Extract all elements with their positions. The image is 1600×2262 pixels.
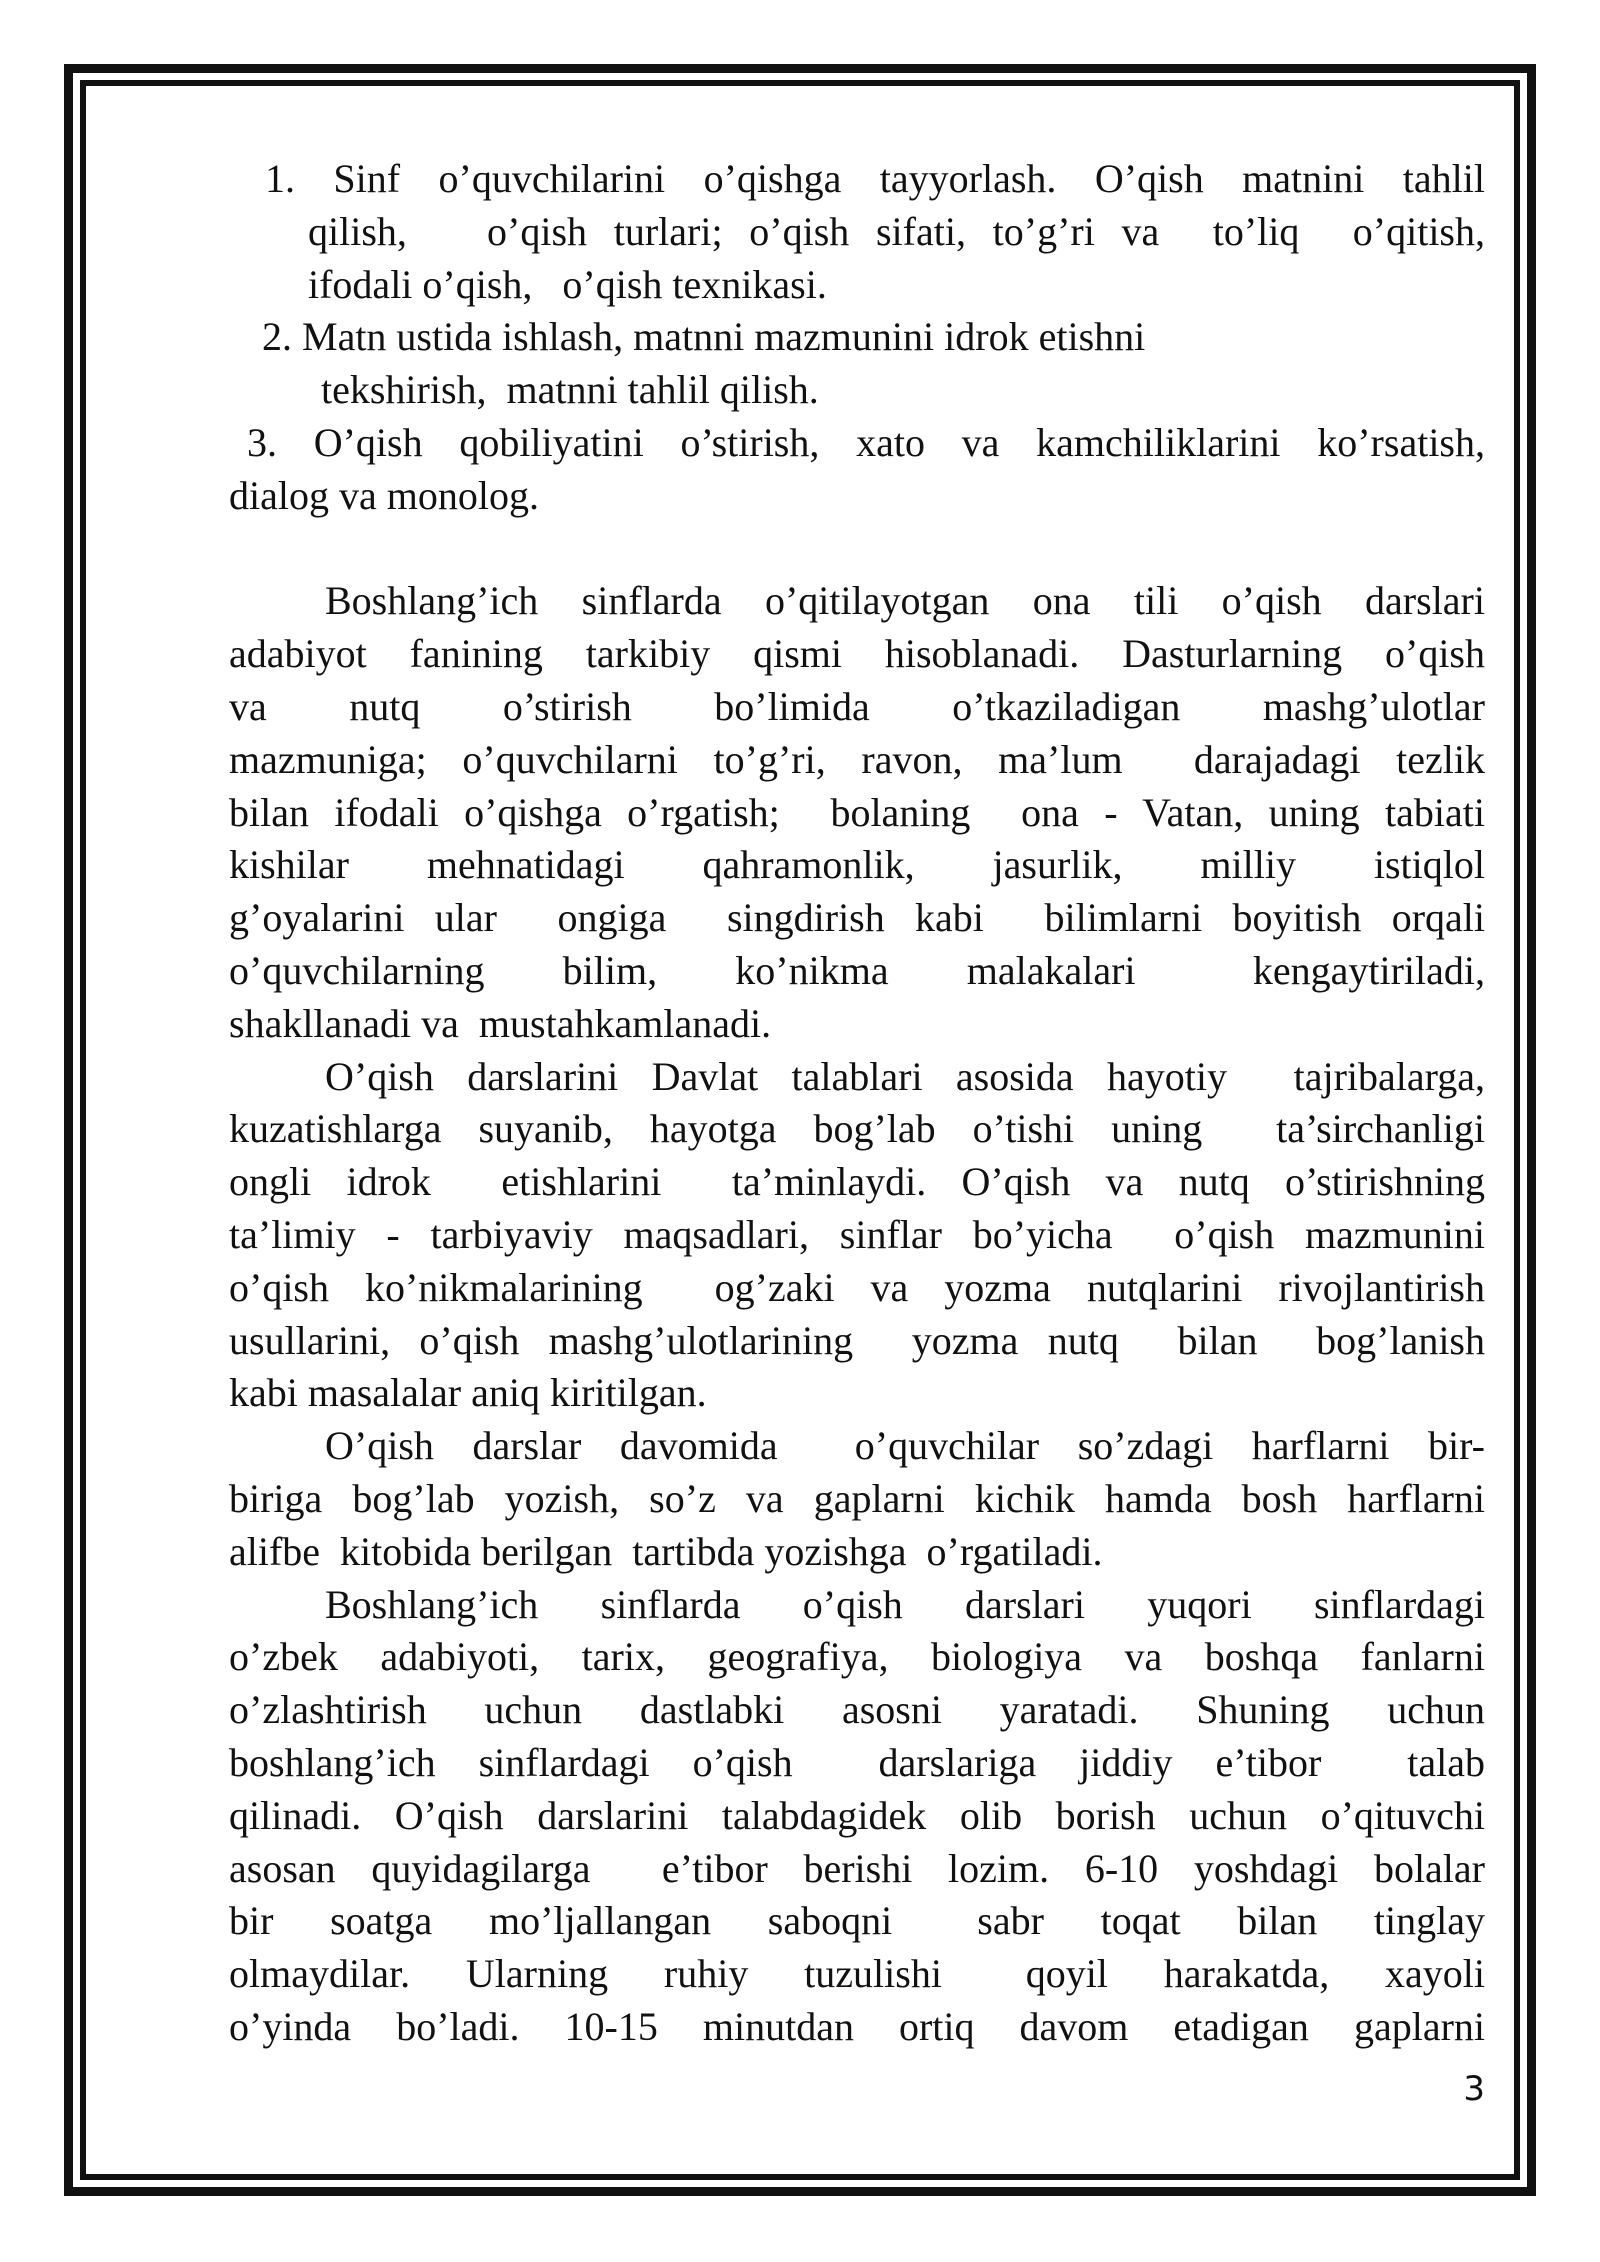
text-line: o’qish ko’nikmalarining og’zaki va yozma nutqlarini rivojlantirish <box>229 1264 1485 1310</box>
text-line: o’zbek adabiyoti, tarix, geografiya, biologiya va boshqa fanlarni <box>229 1634 1485 1680</box>
page-content <box>229 153 1485 2054</box>
text-line: kabi masalalar aniq kiritilgan. <box>229 1370 707 1416</box>
text-line: o’yinda bo’ladi. 10-15 minutdan ortiq davom etadigan gaplarni <box>229 2003 1485 2049</box>
text-line: olmaydilar. Ularning ruhiy tuzulishi qoyil harakatda, xayoli <box>229 1951 1485 1997</box>
text-line: ifodali o’qish, o’qish texnikasi. <box>308 261 827 307</box>
text-line: ongli idrok etishlarini ta’minlaydi. O’qish va nutq o’stirishning <box>229 1159 1485 1205</box>
text-line: 1. Sinf o’quvchilarini o’qishga tayyorlash. O’qish matnini tahlil <box>265 156 1485 201</box>
text-line: Boshlang’ich sinflarda o’qitilayotgan ona tili o’qish darslari <box>325 578 1485 624</box>
paragraph-4 <box>229 1579 1485 2054</box>
text-line: qilish, o’qish turlari; o’qish sifati, to’g’ri va to’liq o’qitish, <box>308 208 1485 254</box>
paragraph-1 <box>229 575 1485 1050</box>
text-line: o’quvchilarning bilim, ko’nikma malakalari kengaytiriladi, <box>229 947 1485 993</box>
text-line: biriga bog’lab yozish, so’z va gaplarni kichik hamda bosh harflarni <box>229 1475 1485 1521</box>
text-line: shakllanadi va mustahkamlanadi. <box>229 1000 772 1046</box>
text-line: tekshirish, matnni tahlil qilish. <box>321 367 819 413</box>
text-line: adabiyot fanining tarkibiy qismi hisoblanadi. Dasturlarning o’qish <box>229 631 1485 677</box>
paragraph-spacer <box>229 523 1485 576</box>
text-line: mazmuniga; o’quvchilarni to’g’ri, ravon, ma’lum darajadagi tezlik <box>229 736 1485 782</box>
text-line: g’oyalarini ular ongiga singdirish kabi bilimlarni boyitish orqali <box>229 895 1485 941</box>
text-line: 2. Matn ustida ishlash, matnni mazmunini idrok etishni <box>262 314 1146 360</box>
text-line: va nutq o’stirish bo’limida o’tkaziladigan mashg’ulotlar <box>229 683 1485 729</box>
text-line: qilinadi. O’qish darslarini talabdagidek olib borish uchun o’qituvchi <box>229 1792 1485 1838</box>
text-line: ta’limiy - tarbiyaviy maqsadlari, sinflar bo’yicha o’qish mazmunini <box>229 1211 1485 1257</box>
text-line: kuzatishlarga suyanib, hayotga bog’lab o’tishi uning ta’sirchanligi <box>229 1106 1485 1152</box>
text-line: kishilar mehnatidagi qahramonlik, jasurlik, milliy istiqlol <box>229 842 1485 888</box>
text-line: bir soatga mo’ljallangan saboqni sabr toqat bilan tinglay <box>229 1898 1485 1944</box>
text-line: o’zlashtirish uchun dastlabki asosni yaratadi. Shuning uchun <box>229 1687 1485 1733</box>
text-line: Boshlang’ich sinflarda o’qish darslari yuqori sinflardagi <box>325 1581 1485 1627</box>
paragraph-2 <box>229 1051 1485 1421</box>
list-item-2 <box>229 311 1485 417</box>
text-line: O’qish darslarini Davlat talablari asosida hayotiy tajribalarga, <box>325 1053 1485 1099</box>
page-number: 3 <box>1463 2069 1485 2109</box>
text-line: usullarini, o’qish mashg’ulotlarining yozma nutq bilan bog’lanish <box>229 1317 1485 1363</box>
list-item-3 <box>229 417 1485 523</box>
text-line: 3. O’qish qobiliyatini o’stirish, xato va kamchiliklarini ko’rsatish, <box>247 419 1485 465</box>
text-line: boshlang’ich sinflardagi o’qish darslariga jiddiy e’tibor talab <box>229 1739 1485 1785</box>
paragraph-3 <box>229 1420 1485 1578</box>
text-line: bilan ifodali o’qishga o’rgatish; bolaning ona - Vatan, uning tabiati <box>229 789 1485 835</box>
text-line: alifbe kitobida berilgan tartibda yozishga o’rgatiladi. <box>229 1528 1103 1574</box>
text-line: O’qish darslar davomida o’quvchilar so’zdagi harflarni bir- <box>325 1423 1485 1469</box>
list-item-1 <box>229 153 1485 311</box>
text-line: dialog va monolog. <box>229 472 539 518</box>
text-line: asosan quyidagilarga e’tibor berishi lozim. 6-10 yoshdagi bolalar <box>229 1845 1485 1891</box>
